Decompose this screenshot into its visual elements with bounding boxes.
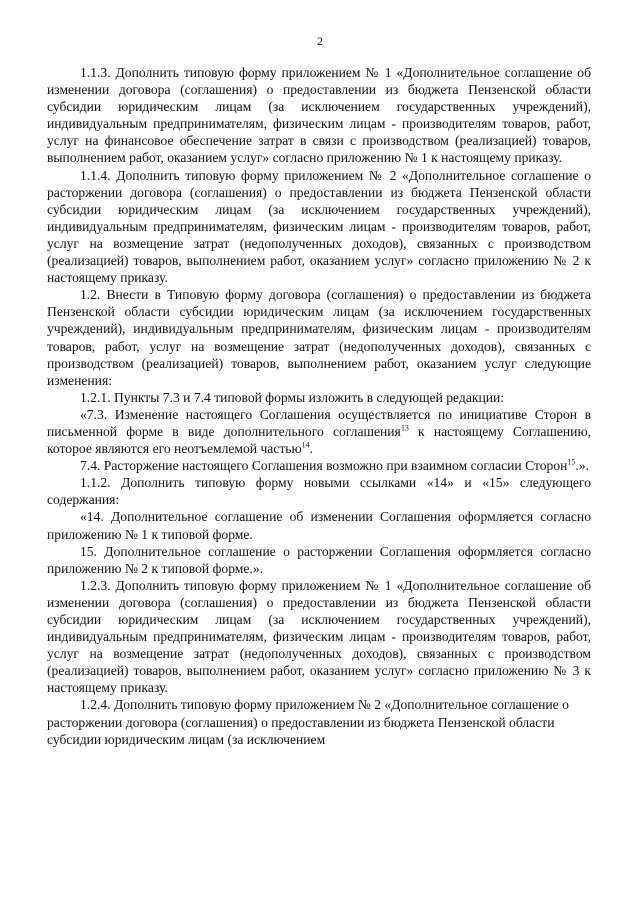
footnote-ref-14: 14	[301, 440, 310, 450]
footnote-ref-15: 15	[567, 457, 576, 467]
paragraph-1-1-4: 1.1.4. Дополнить типовую форму приложением № 2 «Дополнительное соглашение о расторжении договора (соглашения) о предоставлении из бюджета Пензенской области субсидии юридическим лицам (за исключением государственных учреждений), индивидуальным предпринимателям, физическим лицам - производителям товаров, работ, услуг на возмещение затрат (недополученных доходов), связанных с производством (реализацией) товаров, выполнением работ, оказанием услуг» согласно приложению № 2 к настоящему приказу.	[47, 167, 591, 286]
paragraph-1-2-3: 1.2.3. Дополнить типовую форму приложением № 1 «Дополнительное соглашение об изменении договора (соглашения) о предоставлении из бюджета Пензенской области субсидии юридическим лицам (за исключением государственных учреждений), индивидуальным предпринимателям, физическим лицам - производителям товаров, работ, услуг на возмещение затрат (недополученных доходов), связанных с производством (реализацией) товаров, выполнением работ, оказанием услуг» согласно приложению № 3 к настоящему приказу.	[47, 577, 591, 696]
paragraph-1-1-2: 1.1.2. Дополнить типовую форму новыми ссылками «14» и «15» следующего содержания:	[47, 475, 591, 508]
paragraph-1-2: 1.2. Внести в Типовую форму договора (соглашения) о предоставлении из бюджета Пензенской области субсидии юридическим лицам (за исключением государственных учреждений), индивидуальным предпринимателям, физическим лицам - производителям товаров, работ, услуг на возмещение затрат (недополученных доходов), связанных с производством (реализацией) товаров, выполнением работ, оказанием услуг следующие изменения:	[47, 287, 591, 388]
paragraph-1-2-4: 1.2.4. Дополнить типовую форму приложением № 2 «Дополнительное соглашение о расторжении договора (соглашения) о предоставлении из бюджета Пензенской области субсидии юридическим лицам (за исключением	[47, 697, 569, 747]
footnote-ref-13: 13	[400, 423, 409, 433]
paragraph-7-4-end: .».	[575, 458, 589, 474]
paragraph-7-3-mid: к настоящему Соглашению, которое являются его неотъемлемой частью	[47, 423, 592, 457]
paragraph-7-3-end: .	[309, 441, 314, 457]
paragraph-1-1-3: 1.1.3. Дополнить типовую форму приложением № 1 «Дополнительное соглашение об изменении договора (соглашения) о предоставлении из бюджета Пензенской области субсидии юридическим лицам (за исключением государственных учреждений), индивидуальным предпринимателям, физическим лицам - производителям товаров, работ, услуг на финансовое обеспечение затрат в связи с производством (реализацией) товаров, выполнением работ, оказанием услуг» согласно приложению № 1 к настоящему приказу.	[47, 65, 591, 166]
document-body	[47, 64, 591, 748]
paragraph-ref-15: 15. Дополнительное соглашение о расторжении Соглашения оформляется согласно приложению № 2 к типовой форме.».	[47, 543, 591, 576]
paragraph-ref-14: «14. Дополнительное соглашение об изменении Соглашения оформляется согласно приложению № 1 к типовой форме.	[47, 509, 591, 542]
paragraph-7-4-text: 7.4. Расторжение настоящего Соглашения возможно при взаимном согласии Сторон	[80, 458, 568, 474]
paragraph-1-2-1: 1.2.1. Пункты 7.3 и 7.4 типовой формы изложить в следующей редакции:	[80, 389, 505, 405]
paragraph-7-4	[47, 457, 591, 474]
page-number: 2	[317, 34, 323, 48]
paragraph-7-3	[47, 406, 591, 457]
paragraph-7-3-text: «7.3. Изменение настоящего Соглашения осуществляется по инициативе Сторон в письменной форме в виде дополнительного соглашения	[47, 406, 591, 439]
